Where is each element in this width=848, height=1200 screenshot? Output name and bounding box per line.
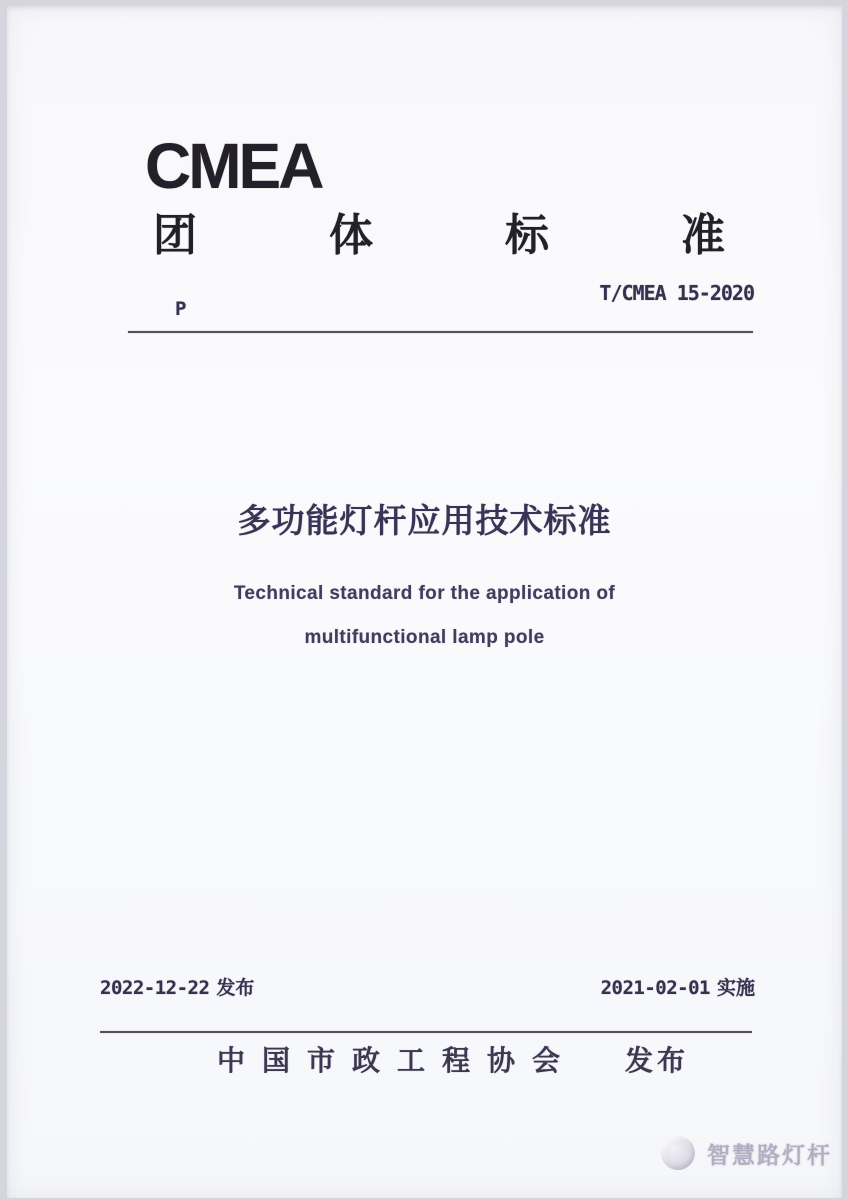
header-rule xyxy=(128,331,753,333)
document-title-en-line2: multifunctional lamp pole xyxy=(304,627,545,648)
watermark-text: 智慧路灯杆 xyxy=(707,1141,832,1168)
org-acronym: CMEA xyxy=(145,130,322,202)
watermark xyxy=(661,1136,832,1170)
standard-type-char: 准 xyxy=(681,211,725,260)
standard-code: T/CMEA 15-2020 xyxy=(599,281,754,305)
standard-type-char: 体 xyxy=(329,211,373,260)
publisher-row xyxy=(27,1044,848,1078)
publish-date xyxy=(100,976,254,1002)
publisher-action: 发布 xyxy=(625,1045,690,1076)
standard-cover-sheet xyxy=(7,6,842,1198)
classification-mark: P xyxy=(175,298,187,320)
document-title-cn: 多功能灯杆应用技术标准 xyxy=(237,502,612,539)
publish-date-value: 2022-12-22 xyxy=(100,977,210,999)
implement-date xyxy=(601,976,755,1002)
document-title-en-line1: Technical standard for the application of xyxy=(233,583,616,604)
publish-date-label: 发布 xyxy=(216,978,255,999)
implement-date-label: 实施 xyxy=(716,978,755,999)
standard-type-char: 标 xyxy=(505,211,549,260)
standard-type-row xyxy=(153,212,725,260)
watermark-logo-icon xyxy=(661,1136,695,1170)
footer-rule xyxy=(100,1031,752,1033)
implement-date-value: 2021-02-01 xyxy=(600,977,710,999)
standard-type-char: 团 xyxy=(153,211,197,260)
publisher-name: 中国市政工程协会 xyxy=(216,1045,577,1076)
